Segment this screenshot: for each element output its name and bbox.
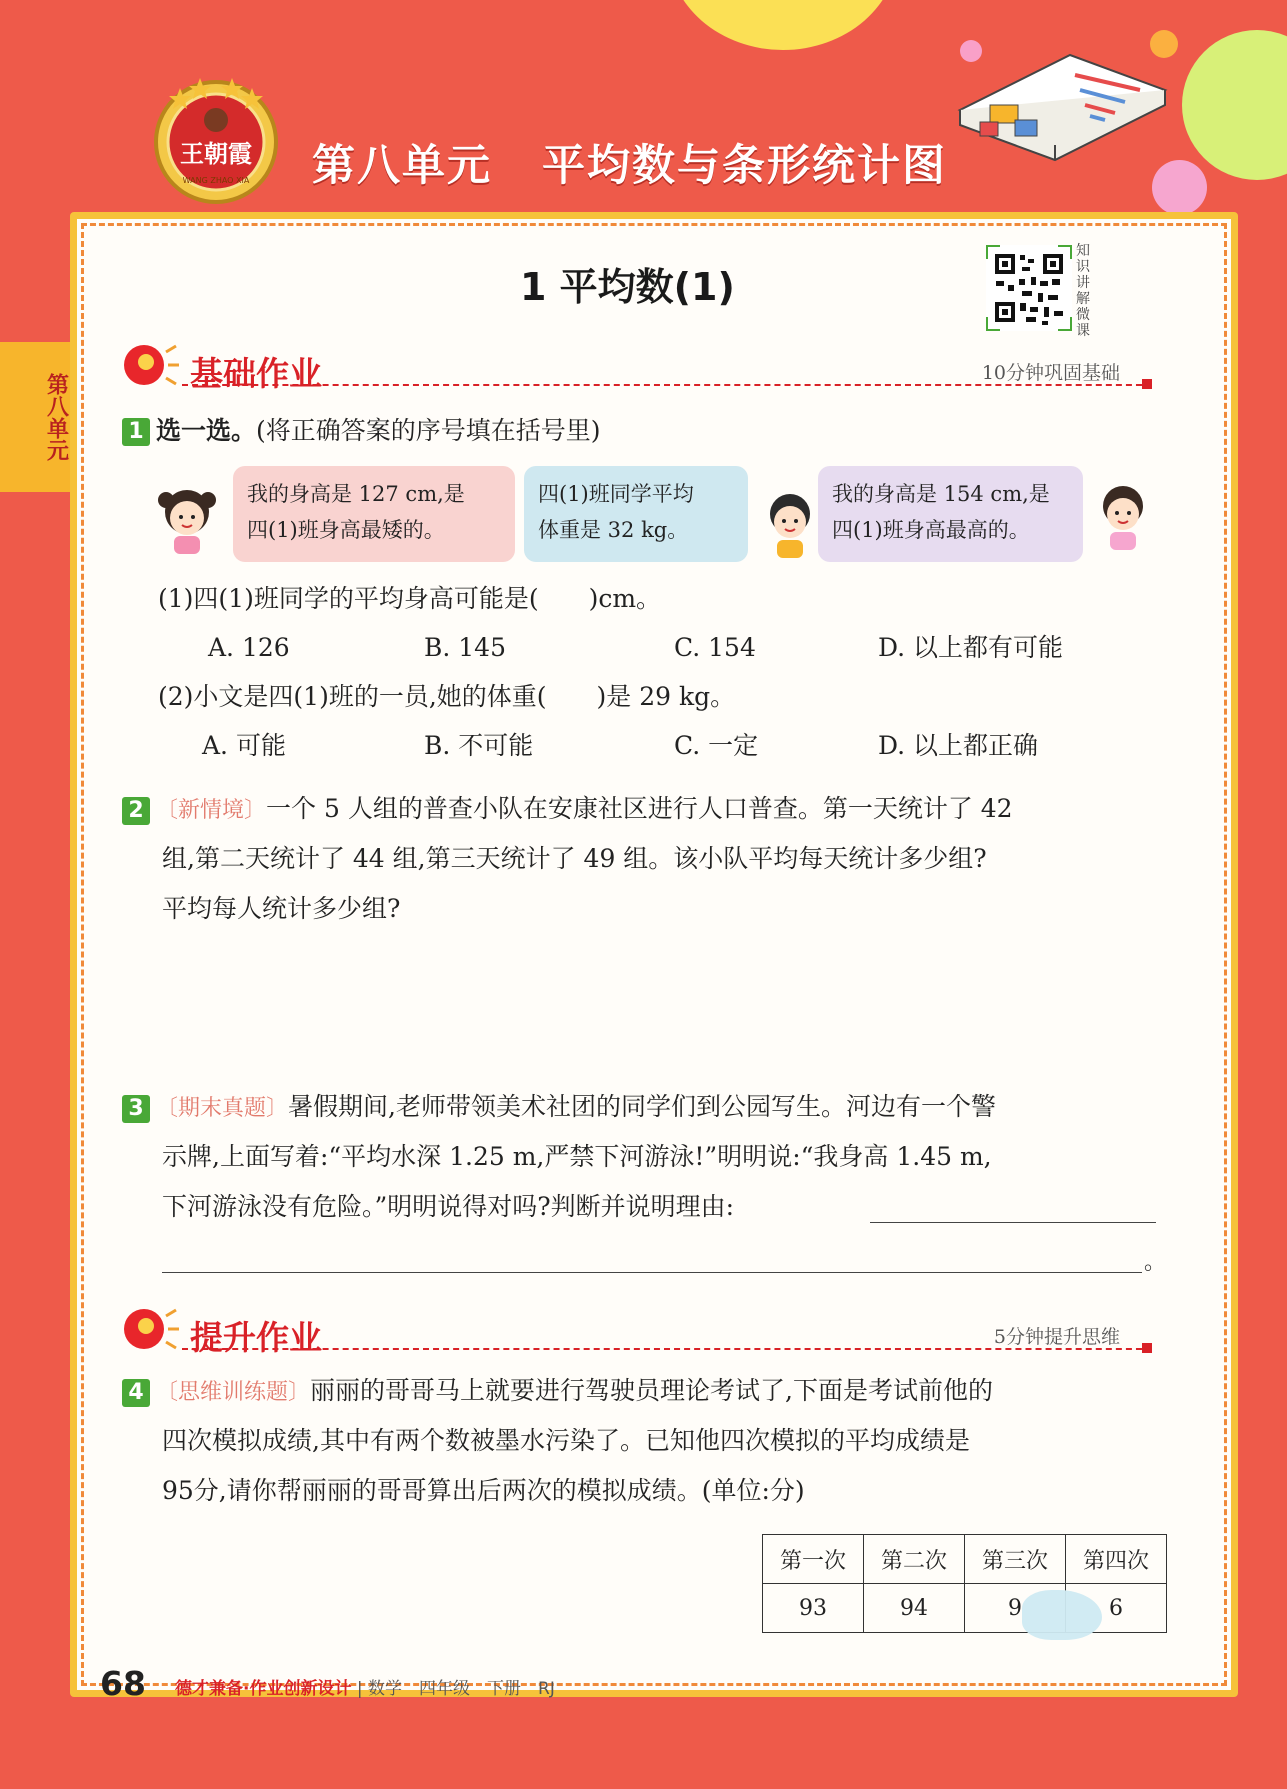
option-a[interactable]: A. 可能: [202, 731, 286, 760]
question-1-sub2-options: [0, 726, 1287, 766]
table-cell: 6: [1066, 1584, 1167, 1633]
table-header-cell: 第三次: [965, 1535, 1066, 1584]
logo-text: 王朝霞: [180, 139, 252, 168]
option-d[interactable]: D. 以上都正确: [878, 731, 1039, 760]
question-1-sub1: (1)四(1)班同学的平均身高可能是( )cm。: [158, 584, 662, 613]
option-b[interactable]: B. 不可能: [424, 731, 534, 760]
scores-table: [762, 1534, 1167, 1633]
question-3-line1: [122, 1082, 996, 1133]
boy-illustration: [755, 484, 825, 564]
question-4-line1: [122, 1366, 993, 1417]
answer-end-mark: 。: [1144, 1250, 1167, 1275]
table-header-cell: 第二次: [864, 1535, 965, 1584]
question-text: 暑假期间,老师带领美术社团的同学们到公园写生。河边有一个警: [288, 1092, 996, 1121]
option-a[interactable]: A. 126: [208, 633, 290, 662]
question-4-line3: 95分,请你帮丽丽的哥哥算出后两次的模拟成绩。(单位:分): [162, 1476, 805, 1505]
question-tag: 〔新情境〕: [156, 798, 267, 823]
table-cell: 93: [763, 1584, 864, 1633]
bubble-line: 四(1)班身高最矮的。: [247, 518, 445, 542]
question-1-title: 选一选。: [156, 416, 257, 445]
logo-subtext: WANG ZHAO XIA: [182, 176, 250, 185]
question-number: 2: [122, 797, 150, 825]
question-1-header: [122, 406, 601, 455]
brand-logo: [150, 72, 282, 204]
question-tag: 〔思维训练题〕: [156, 1380, 311, 1405]
question-2-line2: 组,第二天统计了 44 组,第三天统计了 49 组。该小队平均每天统计多少组?: [162, 844, 987, 873]
decor-circle-green: [1182, 30, 1287, 180]
answer-line[interactable]: [162, 1272, 1142, 1273]
unit-title: 平均数与条形统计图: [542, 141, 947, 191]
question-3-line3: 下河游泳没有危险。”明明说得对吗?判断并说明理由:: [162, 1192, 735, 1221]
option-d[interactable]: D. 以上都有可能: [878, 633, 1064, 662]
section-note: 5分钟提升思维: [993, 1326, 1120, 1348]
footer-text: [175, 1674, 555, 1699]
question-text: 丽丽的哥哥马上就要进行驾驶员理论考试了,下面是考试前他的: [310, 1376, 993, 1405]
megaphone-icon: [122, 1302, 180, 1356]
section-note: 10分钟巩固基础: [981, 362, 1120, 384]
question-2-line1: [122, 784, 1013, 835]
speech-bubble-average-weight: [524, 466, 748, 562]
unit-header: [312, 132, 947, 193]
table-header-cell: 第一次: [763, 1535, 864, 1584]
qr-code[interactable]: [986, 245, 1072, 331]
option-c[interactable]: C. 154: [674, 633, 756, 662]
megaphone-icon: [122, 338, 180, 392]
option-b[interactable]: B. 145: [424, 633, 506, 662]
bubble-line: 四(1)班身高最高的。: [832, 518, 1030, 542]
question-1-instruction: (将正确答案的序号填在括号里): [256, 416, 601, 445]
table-cell: 9: [965, 1584, 1066, 1633]
table-cell: 94: [864, 1584, 965, 1633]
question-2-line3: 平均每人统计多少组?: [162, 894, 401, 923]
bubble-line: 我的身高是 154 cm,是: [832, 482, 1050, 506]
footer-info: | 数学 四年级 下册 RJ: [356, 1679, 555, 1699]
question-tag: 〔期末真题〕: [156, 1096, 289, 1121]
unit-label: 第八单元: [312, 141, 492, 191]
section-advanced-header: [122, 1302, 1152, 1362]
question-number: 1: [122, 418, 150, 446]
table-row: [763, 1584, 1167, 1633]
question-1-sub2: (2)小文是四(1)班的一员,她的体重( )是 29 kg。: [158, 682, 736, 711]
question-3-line2: 示牌,上面写着:“平均水深 1.25 m,严禁下河游泳!”明明说:“我身高 1.45 m,: [162, 1142, 992, 1171]
boy-illustration: [1088, 476, 1158, 556]
question-text: 一个 5 人组的普查小队在安康社区进行人口普查。第一天统计了 42: [266, 794, 1013, 823]
bubble-line: 四(1)班同学平均: [538, 482, 694, 506]
question-number: 4: [122, 1379, 150, 1407]
table-header-cell: 第四次: [1066, 1535, 1167, 1584]
question-number: 3: [122, 1095, 150, 1123]
decor-circle-yellow: [668, 0, 898, 50]
bubble-line: 我的身高是 127 cm,是: [247, 482, 465, 506]
table-header-row: [763, 1535, 1167, 1584]
lesson-title: 1 平均数(1): [520, 265, 735, 309]
speech-bubble-shortest: [233, 466, 515, 562]
answer-line[interactable]: [870, 1222, 1156, 1223]
speech-bubble-tallest: [818, 466, 1083, 562]
side-unit-tab: 第八单元: [0, 342, 92, 492]
section-basic-header: [122, 338, 1152, 398]
book-chart-illustration: [955, 50, 1170, 195]
option-c[interactable]: C. 一定: [674, 731, 759, 760]
section-title: 提升作业: [190, 1318, 322, 1357]
page-number: 68: [100, 1664, 146, 1703]
footer-brand: 德才兼备·作业创新设计: [175, 1679, 352, 1699]
qr-label: 知识讲解微课: [1076, 243, 1090, 339]
section-title: 基础作业: [190, 354, 322, 393]
question-4-line2: 四次模拟成绩,其中有两个数被墨水污染了。已知他四次模拟的平均成绩是: [162, 1426, 970, 1455]
ink-stain: [1022, 1590, 1102, 1640]
question-1-sub1-options: [0, 628, 1287, 668]
bubble-line: 体重是 32 kg。: [538, 518, 689, 542]
girl-illustration: [152, 478, 222, 558]
